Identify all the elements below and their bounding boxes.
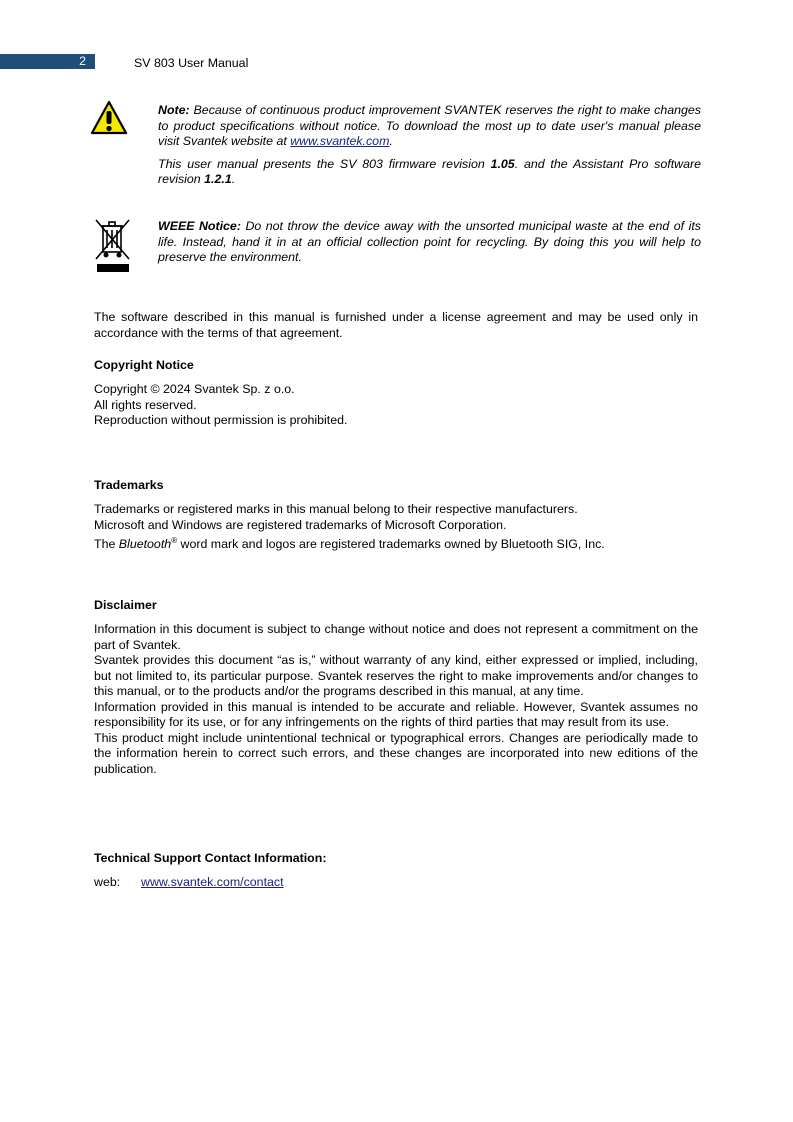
firmware-version: 1.05: [490, 156, 515, 171]
note-text: Because of continuous product improvement SVANTEK reserves the right to make changes to product specifications without notice. To download the most up to date user's manual please visit Svantek website at: [158, 103, 701, 148]
disclaimer-paragraph-1: Information in this document is subject to change without notice and does not represent a commitment on the part of Svantek.: [94, 622, 698, 652]
bluetooth-pre: The: [94, 537, 119, 552]
document-title: SV 803 User Manual: [134, 56, 249, 70]
trademarks-line-1: Trademarks or registered marks in this manual belong to their respective manufacturers.: [94, 502, 578, 516]
support-contact-row: [94, 875, 284, 891]
disclaimer-block: [94, 622, 698, 777]
disclaimer-paragraph-2: Svantek provides this document “as is,” without warranty of any kind, either expressed or implied, including, but not limited to, its particular purpose. Svantek reserves the right to make improvements and/or changes to this manual, or to the products and/or the programs described in this manual, at any time.: [94, 653, 698, 698]
rights-line: All rights reserved.: [94, 397, 197, 412]
copyright-heading: Copyright Notice: [94, 358, 194, 372]
bluetooth-post: word mark and logos are registered trademarks owned by Bluetooth SIG, Inc.: [177, 537, 605, 552]
firmware-mid: . and the Assistant Pro software revision: [158, 156, 702, 186]
disclaimer-paragraph-3: Information provided in this manual is intended to be accurate and reliable. However, Svantek assumes no responsibility for its use, or for any infringements on the rights of third parties that may result from its use.: [94, 699, 698, 729]
web-label: web:: [94, 875, 121, 889]
license-paragraph: [94, 310, 698, 341]
note-block: [158, 103, 701, 188]
trademarks-heading: Trademarks: [94, 478, 164, 492]
trademarks-line-2: Microsoft and Windows are registered trademarks of Microsoft Corporation.: [94, 517, 507, 532]
weee-label: WEEE Notice:: [158, 219, 241, 233]
license-text: The software described in this manual is furnished under a license agreement and may be used only in accordance with the terms of that agreement.: [94, 310, 698, 340]
trademarks-line-3: [94, 533, 698, 553]
disclaimer-heading: Disclaimer: [94, 598, 157, 612]
weee-notice-block: [158, 219, 701, 266]
disclaimer-paragraph-4: This product might include unintentional technical or typographical errors. Changes are periodically made to the information herein to correct such errors, and these changes are incorporated into new editions of the publication.: [94, 730, 698, 776]
reproduction-line: Reproduction without permission is prohibited.: [94, 413, 348, 427]
weee-crossed-bin-icon: [93, 217, 133, 280]
support-heading: Technical Support Contact Information:: [94, 851, 327, 865]
svantek-website-link[interactable]: www.svantek.com: [290, 134, 390, 148]
copyright-line: Copyright © 2024 Svantek Sp. z o.o.: [94, 382, 295, 396]
trademarks-block: [94, 502, 698, 553]
warning-icon: [90, 100, 128, 141]
page-number-bar: [0, 54, 95, 69]
bluetooth-brand: Bluetooth: [118, 537, 172, 552]
note-label: Note:: [158, 103, 190, 117]
weee-text: Do not throw the device away with the unsorted municipal waste at the end of its life. Instead, hand it in at an official collection point for recycling. By doing this you will help to preserve the environment.: [158, 219, 701, 264]
copyright-block: [94, 382, 698, 429]
note-period: .: [389, 134, 393, 148]
firmware-intro: This user manual presents the SV 803 firmware revision: [158, 156, 491, 171]
support-contact-link[interactable]: www.svantek.com/contact: [141, 875, 284, 889]
firmware-end: .: [231, 172, 236, 186]
registered-mark: ®: [171, 536, 178, 545]
software-version: 1.2.1: [204, 172, 232, 186]
page-number: 2: [79, 54, 86, 68]
